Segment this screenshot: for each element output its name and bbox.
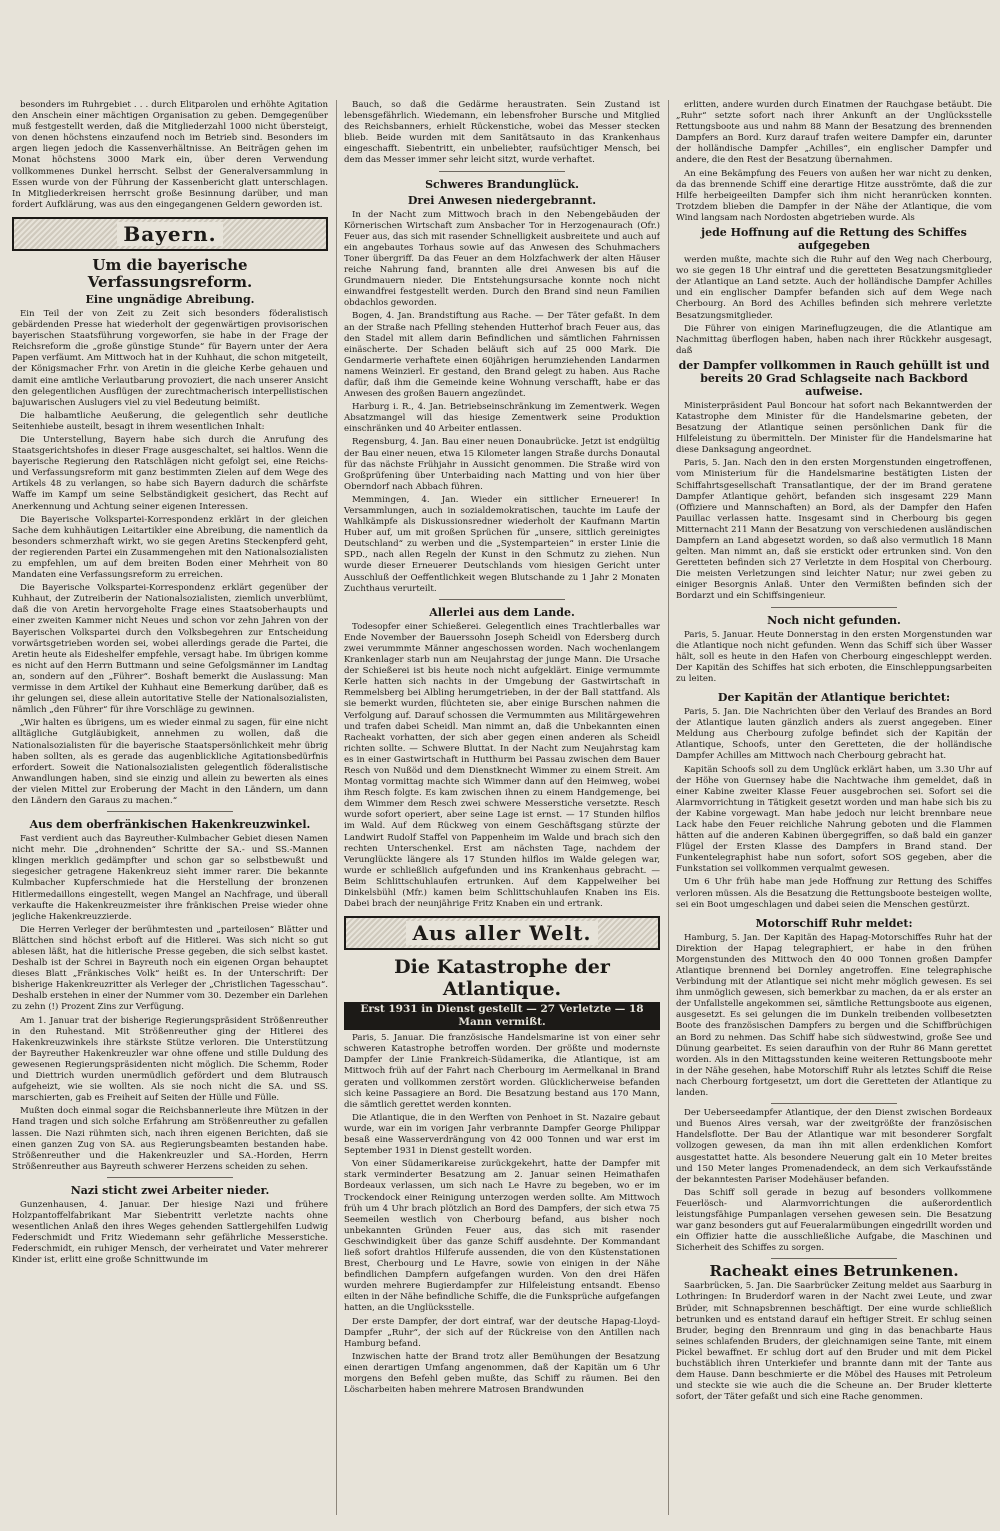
emphasis-line: der Dampfer vollkommen in Rauch gehüllt ist und bereits 20 Grad Schlagseite nach Backbord aufweise.: [678, 358, 990, 398]
paragraph: In der Nacht zum Mittwoch brach in den Nebengebäuden der Körnerischen Wirtschaft zum Ansbacher Tor in Herzogenaurach (Ofr.) Feuer aus, das sich mit rasender Schnelligkeit ausbreitete und auch auf ein angebautes Torhaus sowie auf das Anwesen des Schuhmachers Toner übergriff. Da das Feuer an dem Holzfachwerk der alten Häuser reiche Nahrung fand, brannten alle drei Anwesen bis auf die Grundmauern nieder. Die Entstehungsursache konnte noch nicht einwandfrei festgestellt werden. Durch den Brand sind neun Familien obdachlos geworden.: [344, 209, 660, 309]
paragraph: besonders im Ruhrgebiet . . . durch Elitparolen und erhöhte Agitation den Anschein einer mächtigen Organisation zu geben. Demgegenüber muß festgestellt werden, daß die Mitgliederzahl 1000 nicht übersteigt, von denen höchstens einzaufend noch im Betrieb sind. Besonders im argen liegen jedoch die Kassenverhältnisse. An Beiträgen gehen im Monat höchstens 3000 Mark ein, über deren Verwendung vollkommenes Dunkel herrscht. Selbst der Generalversammlung in Essen wurde von der Führung der Kassenbericht glatt unterschlagen. In Mitgliederkreisen herrscht große Besinnung darüber, und man fordert Aufklärung, was aus den eingegangenen Geldern geworden ist.: [12, 100, 328, 210]
paragraph: Kapitän Schoofs soll zu dem Unglück erklärt haben, um 3.30 Uhr auf der Höhe von Guernsey habe die Nachtwache ihm gemeldet, daß in einer Kabine zweiter Klasse Feuer ausgebrochen sei. Sofort sei die Alarmvorrichtung in Tätigkeit gesetzt worden und man habe sich bis zu der Kabine vorgewagt. Man habe jedoch nur leicht brennbare neue Lack habe den Feuer reichliche Nahrung geboten und die Flammen hätten auf die anderen Kabinen übergegriffen, so daß bald ein ganzer Flügel der Ersten Klasse des Dampfers in Brand stand. Der Funkentelegraphist habe nun sofort, sofort SOS gegeben, aber die Funkstation sei vollkommen verqualmt gewesen.: [676, 764, 992, 875]
divider: [107, 1177, 233, 1178]
paragraph: Die Herren Verleger der berühmtesten und „parteilosen“ Blätter und Blättchen sind höchst erboft auf die Hitlerei. Was sich nicht so gut ablesen läßt, hat die hitlerische Presse gegeben, die sich selbst kastet. Deshalb ist der Schrei in Bayreuth noch ein eigenen Organ behauptet dieses Blatt „Fränkisches Volk“ heißt es. In der Unterschrift: Der bisherige Hakenkreuzritter als Verleger der „Christlichen Tagesschau“. Deshalb erstehen in einer der Nummer vom 30. Dezember ein Darlehen zu zehn (!) Prozent Zins zur Verfügung.: [12, 924, 328, 1013]
divider: [771, 607, 897, 608]
section-banner-aus-aller-welt: [344, 916, 660, 950]
divider: [771, 1258, 897, 1259]
article-headline: Noch nicht gefunden.: [767, 613, 901, 627]
article-headline: Um die bayerische Verfassungsreform.: [87, 255, 253, 291]
paragraph: Die Führer von einigen Marineflugzeugen, die die Atlantique am Nachmittag überflogen haben, haben nach ihrer Rückkehr ausgesagt, daß: [676, 323, 992, 356]
paragraph: Bogen, 4. Jan. Brandstiftung aus Rache. — Der Täter gefaßt. In dem an der Straße nach Pfelling stehenden Hutterhof brach Feuer aus, das den Stadel mit allem darin Befindlichen und sämtlichen Fahrnissen einäscherte. Der Schaden beläuft sich auf 25 000 Mark. Die Gendarmerie verhaftete einen 60jährigen herumziehenden Landarmen namens Weinzierl. Er gestand, den Brand gelegt zu haben. Aus Rache dafür, daß ihm die Gemeinde keine Wohnung verschafft, habe er das Anwesen des großen Bauern angezündet.: [344, 311, 660, 400]
paragraph: Paris, 5. Januar. Die französische Handelsmarine ist von einer sehr schweren Katastrophe betroffen worden. Der größte und modernste Dampfer der Linie Frankreich-Südamerika, die Atlantique, ist am Mittwoch früh auf der Fahrt nach Cherbourg im Aermelkanal in Brand geraten und vollkommen zerstört worden. Glücklicherweise befanden sich keine Passagiere an Bord. Die Besatzung bestand aus 170 Mann, die sämtlich gerettet werden konnten.: [344, 1033, 660, 1110]
paragraph: Paris, 5. Januar. Heute Donnerstag in den ersten Morgenstunden war die Atlantique noch nicht gefunden. Wenn das Schiff sich über Wasser hält, soll es heute in den Hafen von Cherbourg eingeschleppt werden. Der Kapitän des Schiffes hat sich erboten, die Einschleppungsarbeiten zu leiten.: [676, 629, 992, 684]
paragraph: Das Schiff soll gerade in bezug auf besonders vollkommene Feuerlösch- und Alarmvorrichtungen die außerordentlich leistungsfähige Pumpanlagen versehen gewesen sein. Die Besatzung war ganz besonders gut auf Feueralarmübungen eingedrillt worden und ein Offizier hatte die ausschließliche Aufgabe, die Maschinen und Sicherheit des Schiffes zu sorgen.: [676, 1187, 992, 1254]
paragraph: Am 1. Januar trat der bisherige Regierungspräsident Strößenreuther in den Ruhestand. Mit Strößenreuther ging der Hitlerei des Hakenkreuzwinkels ihre stärkste Stütze verloren. Die Unterstützung der Bayreuther Hakenkreuzler war ohne offene und stille Duldung des gewesenen Regierungspräsidenten nicht möglich. Die Schemm, Roder und Diettrich wurden unermüdlich gefördert und dem Blutrausch aufgeheizt, wie sie wollten. Als sie noch nicht die SA. und SS. marschierten, gab es Freiheit auf Seiten der Hülle und Fülle.: [12, 1015, 328, 1104]
article-headline: Motorschiff Ruhr meldet:: [755, 916, 913, 930]
paragraph: Paris, 5. Jan. Nach den in den ersten Morgenstunden eingetroffenen, vom Ministerium für die Handelsmarine bestätigten Listen der Schiffahrtsgesellschaft Transatlantique, der der im Brand geratene Dampfer Atlantique gehört, befanden sich insgesamt 229 Mann (Offiziere und Mannschaften) an Bord, als der Dampfer den Hafen Pauillac verlassen hatte. Insgesamt sind in Cherbourg bis gegen Mitternacht 211 Mann der Besatzung von verschiedenen ausländischen Dampfern an Land abgesetzt worden, so daß also vermutlich 18 Mann gelten. Man nimmt an, daß sie erstickt oder ertrunken sind. Von den Geretteten befinden sich 27 Verletzte in dem Hospital von Cherbourg. Die meisten Verletzungen sind leichter Natur; nur zwei geben zu einiger Besorgnis Anlaß. Unter den Vermißten befinden sich der Bordarzt und ein Schiffsingenieur.: [676, 458, 992, 602]
paragraph: Die halbamtliche Aeußerung, die gelegentlich sehr deutliche Seitenhiebe austeilt, besagt in ihrem wesentlichen Inhalt:: [12, 410, 328, 432]
section-title: Bayern.: [117, 222, 222, 246]
article-headline: Allerlei aus dem Lande.: [429, 605, 575, 619]
article-headline: Aus dem oberfränkischen Hakenkreuzwinkel.: [29, 818, 311, 832]
article-subheadline: Eine ungnädige Abreibung.: [85, 292, 255, 306]
column-3: [668, 100, 992, 1515]
column-2: [336, 100, 660, 1515]
divider: [439, 171, 565, 172]
paragraph: Harburg i. R., 4. Jan. Betriebseinschränkung im Zementwerk. Wegen Absatzmangel will das hiesige Zementwerk seine Produktion einschränken und 40 Arbeiter entlassen.: [344, 402, 660, 435]
paragraph: Ministerpräsident Paul Boncour hat sofort nach Bekanntwerden der Katastrophe dem Minister für die Handelsmarine gebeten, der Besatzung der Atlantique seinen persönlichen Dank für die Hilfeleistung zu übermitteln. Der Minister für die Handelsmarine hat diese Danksagung angeordnet.: [676, 400, 992, 456]
article-headline: Schweres Brandunglück.: [425, 177, 579, 191]
paragraph: Die Unterstellung, Bayern habe sich durch die Anrufung des Staatsgerichtshofes in dieser Frage ausgeschaltet, sei haltlos. Wenn die bayerische Regierung den Ratschlägen nicht gefolgt sei, eine Reichs- und Verfassungsreform mit ganz bestimmten Zielen auf dem Wege des Artikels 48 zu verlangen, so habe sich Bayern dadurch die schärfste Waffe im Kampf um seine Selbständigkeit gesichert, das Recht auf Anerkennung und Achtung seiner eigenen Interessen.: [12, 434, 328, 512]
paragraph: Um 6 Uhr früh habe man jede Hoffnung zur Rettung des Schiffes verloren müssen. Als die Besatzung die Rettungsboote besteigen wollte, sei ein Boot umgeschlagen und dabei seien die Menschen gestürzt.: [676, 877, 992, 910]
paragraph: Memmingen, 4. Jan. Wieder ein sittlicher Erneuerer! In Versammlungen, auch in sozialdemokratischen, tauchte im Laufe der Wahlkämpfe als Diskussionsredner wiederholt der Kaufmann Martin Huber auf, um mit großen Sprüchen für „unsere, sittlich gereinigtes Deutschland“ zu werben und die „Systemparteien“ in erster Linie die SPD., nach allen Regeln der Kunst in den Schmutz zu ziehen. Nun wurde dieser Erneuerer Deutschlands vom hiesigen Gericht unter Ausschluß der Oeffentlichkeit wegen Blutschande zu 1 Jahr 2 Monaten Zuchthaus verurteilt.: [344, 494, 660, 594]
paragraph: Todesopfer einer Schießerei. Gelegentlich eines Trachtlerballes war Ende November der Bauerssohn Joseph Scheidl von Edersberg durch zwei verummmte Männer angeschossen worden. Nach wochenlangem Krankenlager starb nun am Neujahrstag der junge Mann. Die Ursache der Schießerei ist bis heute noch nicht aufgeklärt. Einige vermummte Kerle hatten sich nachts in der Umgebung der Gastwirtschaft in Remmelsberg bei Albling herumgetrieben, in der der Ball stattfand. Als sie bemerkt wurden, flüchteten sie, aber einige Burschen nahmen die Verfolgung auf. Darauf schossen die Vermummten aus Militärgewehren und trafen dabei Scheidl. Man nimmt an, daß die Unbekannten einen Racheakt vorhatten, der sich aber gegen einen anderen als Scheidl richten sollte. — Schwere Bluttat. In der Nacht zum Neujahrstag kam es in einer Gastwirtschaft in Hutthurm bei Passau zwischen dem Bauer Resch von Nußöd und dem Dienstknecht Wimmer zu einem Streit. Am Montag vormittag machte sich Wimmer dann auf den Heimweg, wobei ihm Resch folgte. Es kam zwischen ihnen zu einem Handgemenge, bei dem Wimmer dem Resch zwei schwere Messerstiche versetzte. Resch wurde sofort operiert, aber seine Lage ist ernst. — 17 Stunden hilflos im Wald. Auf dem Rückweg von einem Geschäftsgang stürzte der Landwirt Rudolf Staffel von Pappenheim im Walde und brach sich den rechten Unterschenkel. Erst am nächsten Tage, nachdem der Verunglückte längere als 17 Stunden hilflos im Walde gelegen war, wurde er schließlich aufgefunden und ins Krankenhaus gebracht. — Beim Schlittschuhlaufen ertrunken. Auf dem Kappelweiher bei Dinkelsbühl (Mfr.) kamen beim Schlittschuhlaufen Knaben ins Eis. Dabei brach der neunjährige Fritz Knaben ein und ertrank.: [344, 621, 660, 910]
article-headline: Die Katastrophe der Atlantique.: [394, 956, 610, 1001]
article-subheadline: Drei Anwesen niedergebrannt.: [407, 193, 597, 207]
article-subheadline: Erst 1931 in Dienst gestellt — 27 Verletzte — 18 Mann vermißt.: [344, 1002, 660, 1030]
paragraph: Die Atlantique, die in den Werften von Penhoet in St. Nazaire gebaut wurde, war ein im vorigen Jahr verbrannte Dampfer George Philippar besaß eine Wasserverdrängung von 42 000 Tonnen und war erst im September 1931 in Dienst gestellt worden.: [344, 1112, 660, 1157]
column-1: [12, 100, 328, 1515]
paragraph: „Wir halten es übrigens, um es wieder einmal zu sagen, für eine nicht alltägliche Gutgläubigkeit, annehmen zu wollen, daß die Nationalsozialisten für die bayerische Staatspersönlichkeit mehr übrig haben sollten, als es gerade das augenblickliche Agitationsbedürfnis erfordert. Soweit die Nationalsozialisten gelegentlich föderalistische Anwandlungen haben, sind sie einzig und allein zu bewerten als eines der vielen Mittel zur Eroberung der Macht in den Ländern, um dann den Ländern den Garaus zu machen.“: [12, 718, 328, 806]
paragraph: Ein Teil der von Zeit zu Zeit sich besonders föderalistisch gebärdenden Presse hat wiederholt der gegenwärtigen provisorischen bayerischen Staatsführung vorgeworfen, sie habe in der Frage der Reichsreform die „große günstige Stunde“ für Bayern unter der Aera Papen verfäumt. Am Mittwoch hat in der Kuhhaut, die schon mitgeteilt, der Königsmacher Frhr. von Aretin in die gleiche Kerbe gehauen und damit eine amtliche Verlautbarung provoziert, die nach unserer Ansicht den gelegentlichen Ausflügen der zurechtmacherisch interpellistischen bajuwarischen Auslugers viel zu viel Bedeutung beimißt.: [12, 308, 328, 408]
paragraph: Gunzenhausen, 4. Januar. Der hiesige Nazi und frühere Holzpantoffelfabrikant Mar Siebentritt verletzte nachts ohne wesentlichen Anlaß den ihres Weges gehenden Sattlergehilfen Ludwig Federschmidt und Fritz Wiedemann sehr gefährliche Messerstiche. Federschmidt, ein ruhiger Mensch, der verheiratet und Vater mehrerer Kinder ist, erlitt eine große Schnittwunde im: [12, 1199, 328, 1266]
article-headline: Der Kapitän der Atlantique berichtet:: [717, 691, 951, 705]
paragraph: Die Bayerische Volkspartei-Korrespondenz erklärt in der gleichen Sache dem kuhhäutigen Leitartikler eine Abreibung, die namentlich da besonders schmerzhaft wirkt, wo sie gegen Aretins Steckenpferd geht, der regierenden Partei ein Zusammengehen mit den Nationalsozialisten zu empfehlen, um auf dem breiten Boden einer Mehrheit von 80 Mandaten eine Verfassungsreform zu erreichen.: [12, 514, 328, 581]
paragraph: Saarbrücken, 5. Jan. Die Saarbrücker Zeitung meldet aus Saarburg in Lothringen: In Bruderdorf waren in der Nacht zwei Leute, und zwar Brüder, mit Schnapsbrennen beschäftigt. Der eine wurde schließlich betrunken und es entstand darauf ein heftiger Streit. Er schlug seinen Bruder, beging den Brennraum und ging in das benachbarte Haus seines schlafenden Bruders, der gleichnamigen seine Tante, mit einem Pickel bewaffnet. Er schlug dort auf den Bruder und mit dem Pickel buchstäblich ihren Unterkiefer und brannte dann mit der Tante aus dem Hause. Dann beschmierte er die Möbel des Hauses mit Petroleum und steckte sie wie auch die die Scheune an. Der Bruder kletterte sofort, der Täter gefaßt und sich eine Rache genommen.: [676, 1281, 992, 1403]
paragraph: An eine Bekämpfung des Feuers von außen her war nicht zu denken, da das brennende Schiff eine derartige Hitze ausströmte, daß die zur Hilfe herbeigeeilten Dampfer sich ihm nicht heranrücken konnten. Trotzdem blieben die Dampfer in der Nähe der Atlantique, die vom Wind langsam nach Nordosten abgetrieben wurde. Als: [676, 168, 992, 223]
paragraph: Regensburg, 4. Jan. Bau einer neuen Donaubrücke. Jetzt ist endgültig der Bau einer neuen, etwa 15 Kilometer langen Straße durchs Donautal für das nächste Frühjahr in Aussicht genommen. Die Straße wird von Großprüfening über Unterbaiding nach Matting und von hier über Oberndorf nach Abbach führen.: [344, 437, 660, 492]
divider: [107, 811, 233, 812]
divider: [439, 599, 565, 600]
paragraph: Mußten doch einmal sogar die Reichsbannerleute ihre Mützen in der Hand tragen und sich solche Erfahrung am Strößenreuther zu gefallen lassen. Die Nazi rühmten sich, nach ihren eigenen Berichten, daß sie einen ganzen Zug von SA. aus Regierungsbeamten bestanden habe. Strößenreuther und die Hakenkreuzler und SA.-Horden, Herrn Strößenreuther aus Bayreuth schwerer Herzens scheiden zu sehen.: [12, 1106, 328, 1172]
emphasis-line: jede Hoffnung auf die Rettung des Schiffes aufgegeben: [701, 226, 967, 253]
paragraph: Paris, 5. Jan. Die Nachrichten über den Verlauf des Brandes an Bord der Atlantique lauten gänzlich anders als zuerst angegeben. Einer Meldung aus Cherbourg zufolge befindet sich der Kapitän der Atlantique, Schoofs, unter den Geretteten, die der holländische Dampfer Achilles am Mittwoch nach Cherbourg gebracht hat.: [676, 707, 992, 762]
paragraph: Fast verdient auch das Bayreuther-Kulmbacher Gebiet diesen Namen nicht mehr. Die „drohnenden“ Schritte der SA.- und SS.-Mannen klingen merklich gedämpfter und schon gar so selbstbewußt und siegesicher getragene Hakenkreuz sieht immer rarer. Die bekannte Kulmbacher Kupferschmiede hat die Herstellung der bronzenen Hitlermedaillons eingestellt, wegen Mangel an Nachfrage, und überall verkaufte die Hakenkreuzmeister ihre fränkischen Preise wieder ohne jegliche Hakenkreuzzierde.: [12, 834, 328, 922]
paragraph: Der erste Dampfer, der dort eintraf, war der deutsche Hapag-Lloyd-Dampfer „Ruhr“, der sich auf der Rückreise von den Antillen nach Hamburg befand.: [344, 1316, 660, 1349]
paragraph: Inzwischen hatte der Brand trotz aller Bemühungen der Besatzung einen derartigen Umfang angenommen, daß der Kapitän um 6 Uhr morgens den Befehl geben mußte, das Schiff zu räumen. Bei den Löscharbeiten haben mehrere Matrosen Brandwunden: [344, 1351, 660, 1396]
paragraph: erlitten, andere wurden durch Einatmen der Rauchgase betäubt. Die „Ruhr“ setzte sofort nach ihrer Ankunft an der Unglücksstelle Rettungsboote aus und nahm 88 Mann der Besatzung des brennenden Dampfers an Bord. Kurz darauf trafen weitere Dampfer ein, darunter der holländische Dampfer „Achilles“, ein englischer Dampfer und andere, die den Rest der Besatzung übernahmen.: [676, 100, 992, 166]
paragraph: Bauch, so daß die Gedärme heraustraten. Sein Zustand ist lebensgefährlich. Wiedemann, ein lebensfroher Bursche und Mitglied des Reichsbanners, erhielt Rückenstiche, wobei das Messer stecken blieb. Beide wurden mit dem Sanitätsauto in das Krankenhaus eingeschafft. Siebentritt, ein unbeliebter, raufsüchtiger Mensch, bei dem das Messer immer sehr leicht sitzt, wurde verhaftet.: [344, 100, 660, 166]
paragraph: Hamburg, 5. Jan. Der Kapitän des Hapag-Motorschiffes Ruhr hat der Direktion der Hapag telegraphiert, er habe in den frühen Morgenstunden des Mittwoch den 40 000 Tonnen großen Dampfer Atlantique brennend bei Dornley angetroffen. Eine telegraphische Verbindung mit der Atlantique sei nicht mehr möglich gewesen. Es sei ihm unmöglich gewesen, sich bemerkbar zu machen, da er als erster an der Unfallstelle angekommen sei, sämtliche Rettungsboote aus eigenen, ausgesetzt. Es sei gelungen die im Dunkeln treibenden vollbesetzten Boote des französischen Dampfers zu bergen und die Schiffbrüchigen an Bord zu nehmen. Das Schiff habe sich südwestwind, große See und Dünung gearbeitet. Es seien daraufhin von der Ruhr 86 Mann gerettet worden. Als in den Mittagsstunden keine weiteren Rettungsboote mehr in der Nähe gesehen, habe Motorschiff Ruhr als letztes Schiff die Reise nach Cherbourg fortgesetzt, um dort die Geretteten der Atlantique zu landen.: [676, 932, 992, 1099]
article-headline: Nazi sticht zwei Arbeiter nieder.: [70, 1183, 270, 1197]
section-banner-bayern: [12, 217, 328, 251]
divider: [771, 1103, 897, 1104]
paragraph: Die Bayerische Volkspartei-Korrespondenz erklärt gegenüber der Kuhhaut, der Zutreiberin der Nationalsozialisten, ziemlich unverblümt, daß die von Aretin hervorgeholte Frage eines Staatsoberhaupts und einer zweiten Kammer nicht Neues und schon vor zehn Jahren von der Bayerischen Volkspartei durch den Volksbegehren zur Entscheidung vorwärtsgetrieben worden sei, wobei allerdings gerade die Partei, die Aretin heute als Eideshelfer empfehle, versagt habe. Im übrigen komme es nicht auf den Herrn Buttmann und seine Gefolgsmänner im Landtag an, sondern auf den „Führer“. Boshaft bemerkt die Auslassung: Man vermisse in dem Artikel der Kuhhaut eine Bemerkung darüber, daß es ihr gelungen sei, diese allein autoritative Stelle der Nationalsozialisten, nämlich „den Führer“ für ihre Vorschläge zu gewinnen.: [12, 583, 328, 716]
section-title: Aus aller Welt.: [406, 921, 597, 945]
article-headline: Racheakt eines Betrunkenen.: [709, 1262, 959, 1281]
paragraph: werden mußte, machte sich die Ruhr auf den Weg nach Cherbourg, wo sie gegen 18 Uhr eintraf und die geretteten Besatzungsmitglieder der Atlantique an Land setzte. Auch der holländische Dampfer Achilles und ein englischer Dampfer befanden sich auf dem Wege nach Cherbourg. An Bord des Achilles befinden sich mehrere verletzte Besatzungsmitglieder.: [676, 255, 992, 321]
paragraph: Der Ueberseedampfer Atlantique, der den Dienst zwischen Bordeaux und Buenos Aires versah, war der zweitgrößte der französischen Handelsflotte. Der Bau der Atlantique war mit besonderer Sorgfalt vollzogen gewesen, da man ihn mit allen erdenklichen Komfort ausgestattet hatte. Als besondere Neuerung galt ein 10 Meter breites und 150 Meter langes Promenadendeck, an dem sich Verkaufsstände der bekanntesten Pariser Modehäuser befanden.: [676, 1108, 992, 1185]
paragraph: Von einer Südamerikareise zurückgekehrt, hatte der Dampfer mit stark verminderter Besatzung am 2. Januar seinen Heimathafen Bordeaux verlassen, um sich nach Le Havre zu begeben, wo er im Trockendock einer Reinigung unterzogen werden sollte. Am Mittwoch früh um 4 Uhr brach plötzlich an Bord des Dampfers, der sich etwa 75 Seemeilen westlich von Cherbourg befand, aus bisher noch unbekannten Gründen Feuer aus, das sich mit rasender Geschwindigkeit über das ganze Schiff ausdehnte. Der Kommandant ließ sofort drahtlos Hilferufe aussenden, die von den Küstenstationen Brest, Cherbourg und Le Havre, sowie von einigen in der Nähe befindlichen Dampfern aufgefangen wurden. Von den drei Häfen wurden mehrere Bugierdampfer zur Hilfeleistung entsandt. Ebenso eilten in der Nähe befindliche Schiffe, die die Funksprüche aufgefangen hatten, an die Unglücksstelle.: [344, 1159, 660, 1314]
